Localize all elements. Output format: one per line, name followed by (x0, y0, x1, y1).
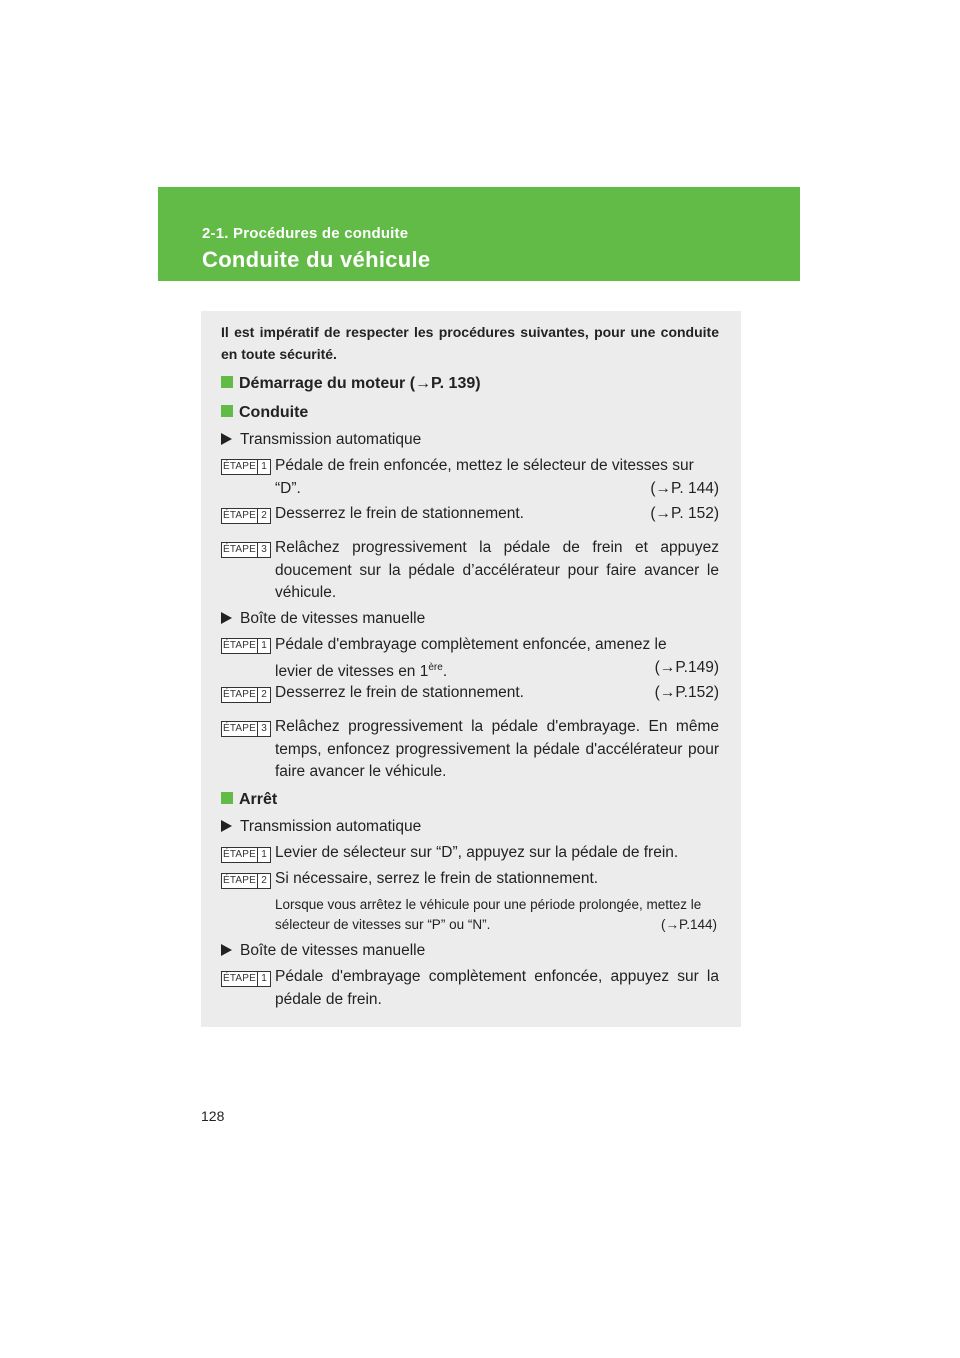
step-line: Pédale d'embrayage complètement enfoncée, amenez le (275, 636, 667, 653)
step-text: Levier de sélecteur sur “D”, appuyez sur la pédale de frein. (275, 844, 679, 861)
page-title: Conduite du véhicule (202, 247, 431, 272)
subheading-label: Boîte de vitesses manuelle (240, 942, 426, 959)
badge-word: ÉTAPE (222, 723, 257, 734)
step-text: Relâchez progressivement la pédale d'embrayage. En même temps, enfoncez progressivement la pédale d'accélérateur pour faire avancer le véhicule. (275, 718, 719, 780)
page-reference: (→P. 152) (650, 505, 719, 522)
step-badge (221, 687, 271, 703)
note-text: Lorsque vous arrêtez le véhicule pour une période prolongée, mettez le sélecteur de vitesses sur “P” ou “N”. (275, 897, 702, 932)
badge-number: 2 (261, 875, 267, 886)
badge-number: 2 (261, 510, 267, 521)
triangle-bullet-icon (221, 612, 232, 624)
badge-word: ÉTAPE (222, 875, 257, 886)
step-line: Pédale de frein enfoncée, mettez le sélecteur de vitesses sur (275, 457, 694, 474)
square-bullet-icon (221, 376, 233, 388)
step-line-end: . (442, 662, 448, 680)
step-badge (221, 542, 271, 558)
subheading-arret-auto (221, 818, 421, 836)
superscript: ère (428, 661, 443, 673)
badge-word: ÉTAPE (222, 544, 257, 555)
section-label: 2-1. Procédures de conduite (202, 225, 409, 242)
badge-number: 3 (261, 544, 267, 555)
step-badge (221, 873, 271, 889)
section-header-bar (158, 187, 800, 281)
heading-conduite-label: Conduite (239, 404, 309, 421)
triangle-bullet-icon (221, 944, 232, 956)
square-bullet-icon (221, 792, 233, 804)
step-text: Si nécessaire, serrez le frein de stationnement. (275, 870, 599, 887)
step-text (275, 455, 719, 500)
subheading-label: Boîte de vitesses manuelle (240, 610, 426, 627)
page-number: 128 (201, 1108, 225, 1124)
badge-number: 1 (261, 461, 267, 472)
square-bullet-icon (221, 405, 233, 417)
intro-text: Il est impératif de respecter les procédures suivantes, pour une conduite en toute sécurité. (221, 324, 719, 362)
step-line: Desserrez le frein de stationnement. (275, 684, 524, 701)
subheading-conduite-manual (221, 610, 425, 628)
subheading-label: Transmission automatique (240, 818, 422, 835)
step-badge (221, 638, 271, 654)
step-note (275, 895, 717, 934)
badge-word: ÉTAPE (222, 510, 257, 521)
step-text (275, 682, 719, 705)
badge-number: 1 (261, 640, 267, 651)
badge-number: 1 (261, 849, 267, 860)
heading-demarrage (221, 375, 481, 393)
triangle-bullet-icon (221, 433, 232, 445)
triangle-bullet-icon (221, 820, 232, 832)
badge-number: 2 (261, 689, 267, 700)
content-box (201, 311, 741, 1027)
page-reference: (→P. 144) (650, 479, 719, 497)
heading-arret-label: Arrêt (239, 791, 278, 808)
badge-word: ÉTAPE (222, 973, 257, 984)
subheading-arret-manual (221, 942, 425, 960)
heading-demarrage-label: Démarrage du moteur (→P. 139) (239, 375, 481, 392)
page-reference: (→P.149) (654, 658, 719, 676)
page-reference: (→P.144) (660, 916, 717, 932)
step-badge (221, 971, 271, 987)
step-line: Desserrez le frein de stationnement. (275, 505, 524, 522)
step-badge (221, 508, 271, 524)
step-badge (221, 459, 271, 475)
badge-word: ÉTAPE (222, 689, 257, 700)
step-text (275, 503, 719, 526)
step-text (275, 634, 719, 683)
step-line: levier de vitesses en 1 (275, 662, 429, 680)
step-line: “D”. (275, 479, 301, 497)
badge-word: ÉTAPE (222, 849, 257, 860)
heading-arret (221, 791, 277, 809)
step-text: Pédale d'embrayage complètement enfoncée, appuyez sur la pédale de frein. (275, 968, 719, 1008)
badge-word: ÉTAPE (222, 640, 257, 651)
badge-number: 3 (261, 723, 267, 734)
badge-number: 1 (261, 973, 267, 984)
step-badge (221, 721, 271, 737)
subheading-label: Transmission automatique (240, 431, 422, 448)
subheading-conduite-auto (221, 431, 421, 449)
step-text: Relâchez progressivement la pédale de frein et appuyez doucement sur la pédale d’accélérateur pour faire avancer le véhicule. (275, 539, 719, 601)
page-reference: (→P.152) (654, 684, 719, 701)
badge-word: ÉTAPE (222, 461, 257, 472)
step-badge (221, 847, 271, 863)
heading-conduite (221, 404, 308, 422)
